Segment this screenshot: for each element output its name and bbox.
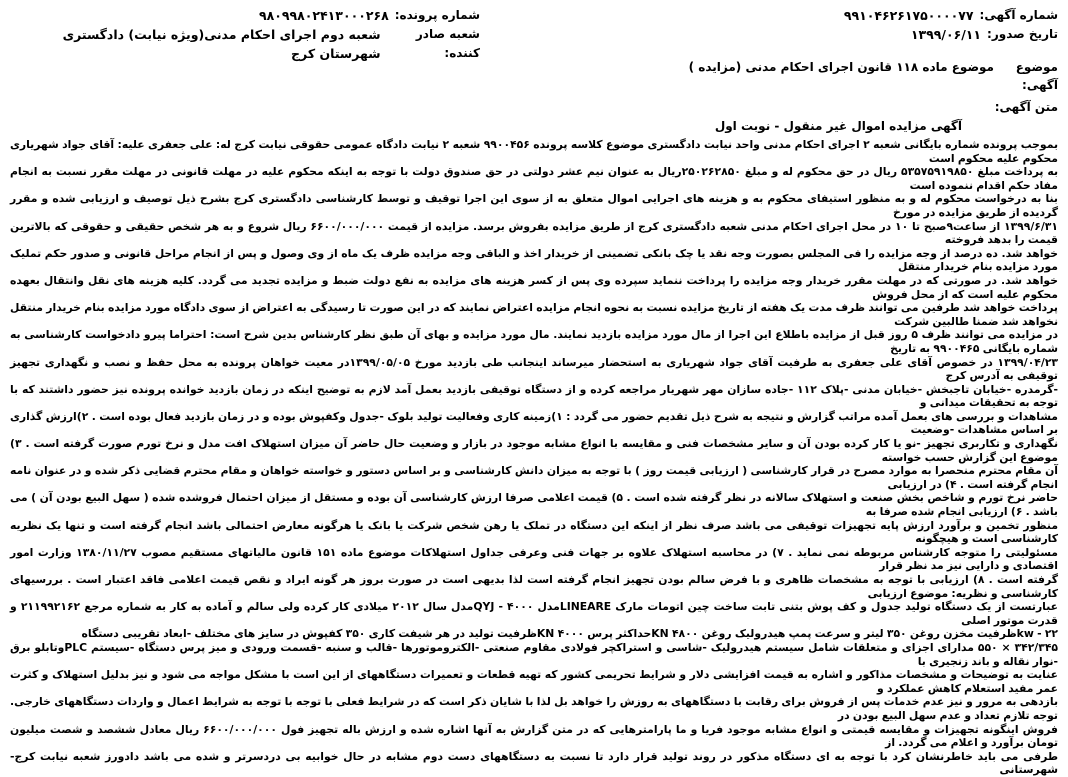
header-row-2 — [10, 25, 1058, 61]
body-line: بموجب پرونده شماره بایگانی شعبه ۲ اجرای احکام مدنی واحد نیابت دادگستری موضوع کلاسه پرونده ۹۹۰۰۴۵۶ شعبه ۲ نیابت دادگاه عمومی حقوقی نیابت کرج له: علی جعفری علیه: آقای جواد شهریاری محکوم علیه محکوم است — [10, 138, 1058, 165]
subject-value: موضوع ماده ۱۱۸ قانون اجرای احکام مدنی (مزایده ) — [688, 60, 994, 74]
body-line: خواهد شد. ده درصد از وجه مزایده را فی المجلس بصورت وجه نقد یا چک بانکی تضمینی از خریدار اخذ و الباقی وجه مزایده ظرف یک ماه از وی وصول و پس از انجام مراحل قانونی و صدور حکم تملیک مورد مزایده بنام خریدار منتقل — [10, 246, 1058, 274]
body-line: گرفته است . ۸) ارزیابی با توجه به مشخصات ظاهری و با فرض سالم بودن تجهیز انجام گرفته است لذا بدیهی است در صورت بروز هر گونه ایراد و نقص قیمت اعلامی فاقد اعتبار است . بررسیهای کارشناسی و نظریه: موضوع ارزیابی — [10, 573, 1058, 600]
body-line: در مزایده می توانند ظرف ۵ روز قبل از مزایده باطلاع این اجرا از مال مورد مزایده بازدید نمایند. مال مورد مزایده و بهای آن طبق نظر کارشناس بدین شرح است: احتراما پیرو دادخواست کارشناسی به شماره بایگانی ۹۹۰۰۴۶۵ به تاریخ — [10, 328, 1058, 355]
issuing-branch-label: شعبه صادر کننده: — [415, 27, 480, 60]
body-line: به پرداخت مبلغ ۵۳۵۷۵۹۱۹۸۵۰ ریال در حق محکوم له و مبلغ ۲۵۰۲۶۲۸۵۰ریال به عنوان نیم عشر دولتی در حق صندوق دولت با توجه به اینکه محکوم علیه در مهلت قانونی در مهلت مقرر نسبت به انجام مفاد حکم اقدام ننموده است — [10, 165, 1059, 192]
header-row-1 — [10, 6, 1058, 25]
body-line: طرفی می باید خاطرنشان کرد با توجه به ای دستگاه مذکور در روند تولید قرار دارد تا نسبت به دستگاههای دست دوم مشابه در حال خوابیه بی دردسرتر و شده می باشد دادورز شعبه نیابت کرج-شهرستانی — [10, 749, 1058, 777]
subject-row — [10, 58, 1058, 94]
subject-label: موضوع آگهی: — [1015, 60, 1058, 92]
notice-number-field — [728, 6, 1058, 25]
notice-number-value: ۹۹۱۰۴۶۲۶۱۷۵۰۰۰۰۷۷ — [843, 8, 974, 23]
body-line: ۲۲ - kwظرفیت مخزن روغن ۳۵۰ لیتر و سرعت پمپ هیدرولیک روغن ۴۸۰۰ KNحداکثر پرس ۴۰۰۰ KNظرفیت تولید در هر شیفت کاری ۳۵۰ کفپوش در سایز های مختلف -ابعاد تقریبی دستگاه — [81, 627, 1058, 641]
body-line: بنا به درخواست محکوم له و به منظور استیفای محکوم به و هزینه های اجرایی اموال متعلق به از سوی این اجرا توقیف و توسط کارشناسی دادگستری کرج بشرح ذیل توصیف و ارزیابی شده و مقرر گردیده از طریق مزایده در مورخ — [10, 192, 1058, 219]
body-line: بازدهی به مرور و نیز عدم خدمات پس از فروش برای رقابت با دستگاههای به روزش را خواهد بل لذا با شایان ذکر است که در شرایط فعلی با توجه با توجه به شرایط اعمال و واردات دستگاههای خارجی. توجه تلازم تعداد و عدم سهل البیع بودن در — [10, 695, 1058, 722]
text-label: متن آگهی: — [994, 100, 1058, 114]
body-line: ۳۴۲/۳۴۵ × ۵۵۰ مدارای اجزای و متعلقات شامل سیستم هیدرولیک -شاسی و استراکچر فولادی مقاوم صنعتی -الکتروموتورها -قالب و سنبه -قسمت ورودی و میز پرس دستگاه -سیستم PLCوتابلو برق -نوار نقاله و باند زنجیری با — [10, 640, 1058, 668]
body-line: ۱۳۹۹/۶/۳۱ از ساعت۹صبح تا ۱۰ در محل اجرای احکام مدنی شعبه دادگستری کرج از طریق مزایده بفروش برسد. مزایده از قیمت ۶۶۰۰/۰۰۰/۰۰۰ ریال شروع و به هر شخص حقیقی و حقوقی که بالاترین قیمت را بدهد فروخته — [10, 219, 1058, 247]
issue-date-label: تاریخ صدور: — [987, 27, 1058, 41]
body-line: عنایت به توضیحات و مشخصات مذاکور و اشاره به قیمت افزایشی دلار و شرایط تحریمی کشور که تهیه قطعات و تعمیرات دستگاههای از این است با مشکل مواجه می شود و نیز بدلیل استهلاک و کثرت عمر مفید استعلام کاهش عملکرد و — [10, 668, 1058, 695]
body-line: منظور تخمین و برآورد ارزش پایه تجهیزات توقیفی می باشد صرف نظر از اینکه این دستگاه در تملک یا رهن شخص شرکت یا بانک یا هرگونه معارض احتمالی باشد انجام گرفته است و تنها یک نظریه کارشناسی است و هیچگونه — [10, 518, 1058, 546]
body-line: آن مقام محترم منحصرا به موارد مصرح در قرار کارشناسی ( ارزیابی قیمت روز ) با توجه به میزان دانش کارشناسی و بر اساس دستور و خواسته خواهان و مقام محترم قضایی ذکر شده و در عنوان نامه انجام گرفته است . ۴) در ارزیابی — [10, 464, 1058, 491]
body-line: مسئولیتی را متوجه کارشناس مربوطه نمی نماید . ۷) در محاسبه استهلاک علاوه بر جهات فنی وعرفی جداول استهلاکات موضوع ماده ۱۵۱ قانون مالیاتهای مستقیم مصوب ۱۳۸۰/۱۱/۲۷ وزارت امور اقتصادی و دارایی نیز مد نظر قرار — [10, 545, 1058, 573]
notice-number-label: شماره آگهی: — [979, 8, 1058, 22]
issue-date-field — [728, 25, 1058, 44]
issuing-branch-field — [10, 25, 670, 63]
body-line: مشاهدات و بررسی های بعمل آمده مراتب گزارش و نتیجه به شرح ذیل تقدیم حضور می گردد : ۱)زمینه کاری وفعالیت تولید بلوک -جدول وکفپوش بوده و در زمان بازدید فعال بوده است . ۲)ارزش گذاری بر اساس مشاهدات -وضعیت — [10, 409, 1058, 437]
body-line: نگهداری و تکاربری تجهیز -نو یا کار کرده بودن آن و سایر مشخصات فنی و مقایسه با انواع مشابه موجود در بازار و وضعیت حال حاضر آن میزان استهلاک افت مدل و نرخ تورم صورت گرفته است . ۳) موضوع این گزارش حسب خواسته — [10, 437, 1058, 464]
text-label-row — [10, 98, 1058, 116]
body-line: ۱۳۹۹/۰۴/۲۳ در خصوص آقای علی جعفری به طرفیت آقای جواد شهریاری به استحضار میرساند اینجانب طی بازدید مورخ ۱۳۹۹/۰۵/۰۵در معیت خواهان پرونده به محل حفظ و نصب و نگهداری تجهیز توقیفی به آدرس کرج — [10, 355, 1058, 383]
issue-date-value: ۱۳۹۹/۰۶/۱۱ — [910, 27, 982, 42]
notice-body — [10, 138, 1058, 777]
body-line: پرداخت خواهد شد طرفین می توانند ظرف مدت یک هفته از تاریخ مزایده نسبت به نحوه انجام مزایده اعتراض نمایند که در این صورت تا رسیدگی به اعتراض از سوی دادگاه مورد مزایده بنام خریدار منتقل نخواهد شد ضمنا طالبین شرکت — [10, 301, 1058, 328]
body-line: حاضر نرخ تورم و شاخص بخش صنعت و استهلاک سالانه در نظر گرفته شده است . ۵) قیمت اعلامی صرفا ارزش کارشناسی آن بوده و مستقل از میزان احتمال فروشده شده ( سهل البیع بودن آن ) می باشد . ۶) ارزیابی انجام شده صرفا به — [10, 491, 1059, 519]
ad-title: آگهی مزایده اموال غیر منقول - نوبت اول — [714, 119, 962, 133]
body-line: -گرمدره -خیابان تاجبخش -خیابان مدنی -پلاک ۱۱۲ -جاده سازان مهر شهریار مراجعه کرده و از دستگاه توقیفی بازدید بعمل آمد لازم به توضیح اینکه در زمان بازدید خوانده پرونده نیز حضور داشتند که با توجه به تحقیقات میدانی و — [10, 382, 1058, 410]
body-line: خواهد شد. در صورتی که در مهلت مقرر خریدار وجه مزایده را پرداخت ننماید سپرده وی پس از کسر هزینه های مزایده به نفع دولت ضبط و مزایده تجدید می گردد. کلیه هزینه های نقل وانتقال بعهده محکوم علیه است که از محل فروش — [10, 273, 1058, 301]
file-number-value: ۹۸۰۹۹۸۰۲۴۱۳۰۰۰۲۶۸ — [259, 8, 389, 23]
body-line: عبارتست از یک دستگاه تولید جدول و کف پوش بتنی تابت ساخت چین اتومات مارک LINEAREمدل QYJ - ۴۰۰۰مدل سال ۲۰۱۲ میلادی کار کرده ولی سالم و آماده به کار به شماره مرجع ۲۱۱۹۹۲۱۶۲ و قدرت موتور اصلی — [10, 600, 1059, 627]
file-number-label: شماره پرونده: — [394, 8, 480, 22]
file-number-field — [10, 6, 670, 25]
body-line: فروش اینگونه تجهیزات و مقایسه قیمتی و انواع مشابه موجود فریا و ما پارامترهایی که در متن گزارش به آنها اشاره شده و ارزش باله تجهیز فول ۶۶۰۰/۰۰۰/۰۰۰ ریال معادل ششصد و شصت میلیون تومان برآورد و اعلام می گردد. از — [10, 722, 1058, 750]
issuing-branch-value: شعبه دوم اجرای احکام مدنی(ویژه نیابت) دادگستری شهرستان کرج — [62, 27, 381, 61]
